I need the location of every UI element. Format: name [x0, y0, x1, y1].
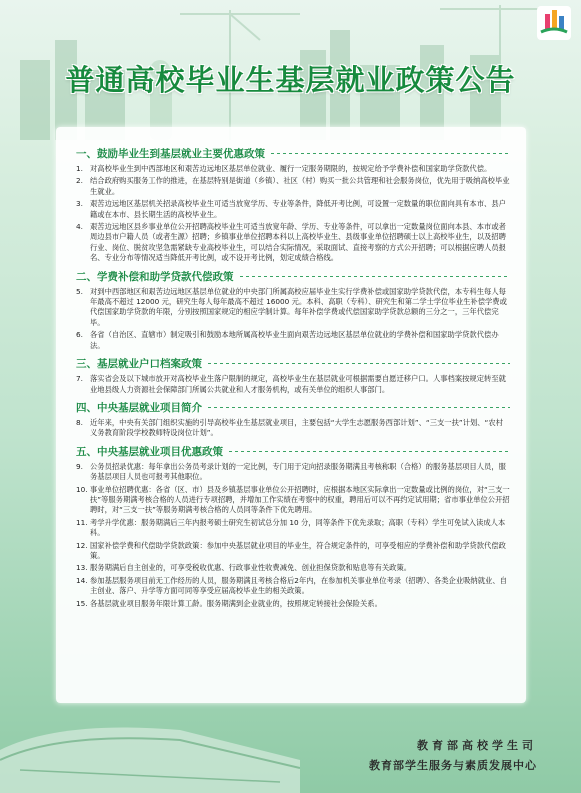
item-number: 14.	[76, 575, 88, 585]
item-number: 15.	[76, 598, 88, 608]
heading-divider	[208, 363, 510, 364]
item-text: 近年来，中央有关部门组织实施的引导高校毕业生基层就业项目，主要包括“大学生志愿服务西部计划”、“三支一扶”计划、“农村义务教育阶段学校教师特设岗位计划”。	[90, 417, 503, 438]
section-heading-text: 四、中央基层就业项目简介	[76, 401, 202, 414]
list-item	[76, 576, 510, 597]
section-heading	[76, 400, 510, 415]
section-heading	[76, 356, 510, 371]
page-title: 普通高校毕业生基层就业政策公告	[65, 63, 516, 97]
list-item	[76, 462, 510, 483]
item-number: 3.	[76, 199, 83, 209]
policy-content	[76, 146, 510, 614]
list-item	[76, 164, 510, 174]
issuer-line-1: 教育部高校学生司	[417, 739, 537, 752]
heading-divider	[229, 451, 510, 452]
item-text: 对高校毕业生到中西部地区和艰苦边远地区基层单位就业、履行一定服务期限的，按规定给予学费补偿和国家助学贷款代偿。	[90, 164, 492, 173]
item-text: 各省（自治区、直辖市）制定吸引和鼓励本地所属高校毕业生面向艰苦边远地区基层单位就业的学费补偿和国家助学贷款代偿办法。	[90, 330, 499, 350]
list-item	[76, 287, 510, 329]
list-item	[76, 485, 510, 516]
item-number: 11.	[76, 517, 88, 527]
issuer-footer	[369, 737, 537, 773]
section-heading	[76, 269, 510, 284]
item-text: 服务期满后自主创业的，可享受税收优惠、行政事业性收费减免、创业担保贷款和贴息等有关政策。	[90, 563, 412, 573]
item-text: 事业单位招聘优惠：各省（区、市）县及乡镇基层事业单位公开招聘时，应根据本地区实际拿出一定数量或比例的岗位，对“三支一扶”等服务期满考核合格的人员进行专项招聘，并增加工作实绩在考察中的权重，聘用后可以不再约定试用期；省市事业单位公开招聘时，对“三支一扶”等服务期满考核合格的人员同等条件下优先聘用。	[90, 484, 510, 515]
section-heading-text: 一、鼓励毕业生到基层就业主要优惠政策	[76, 148, 265, 160]
list-item	[76, 541, 510, 562]
item-text: 各基层就业项目服务年限计算工龄。服务期满到企业就业的，按照规定转接社会保险关系。	[90, 598, 382, 608]
item-number: 4.	[76, 222, 83, 232]
item-number: 2.	[76, 176, 83, 186]
list-item	[76, 418, 510, 439]
item-number: 6.	[76, 330, 83, 340]
list-item	[76, 330, 510, 351]
list-item	[76, 563, 510, 573]
train-illustration	[0, 690, 300, 793]
item-text: 对到中西部地区和艰苦边远地区基层单位就业的中央部门所属高校应届毕业生实行学费补偿或国家助学贷款代偿，本专科生每人每年最高不超过 12000 元，研究生每人每年最高不超过 16000 元。本科、高职（专科）、研究生和第二学士学位毕业生补偿学费或代偿国家助学贷款的年限，分别按照国家规定的相应学制计算。每年补偿学费或代偿国家助学贷款总额的三分之一，三年代偿完毕。	[90, 286, 507, 327]
item-number: 7.	[76, 374, 83, 384]
item-text: 结合政府购买服务工作的推进，在基层特别是街道（乡镇）、社区（村）购买一批公共管理和社会服务岗位，优先用于吸纳高校毕业生就业。	[90, 176, 510, 196]
item-text: 参加基层服务项目前无工作经历的人员，服务期满且考核合格后2年内，在参加机关事业单位考录（招聘）、各类企业吸纳就业、自主创业、落户、升学等方面可同等享受应届高校毕业生的相关政策。	[90, 575, 507, 596]
item-text: 考学升学优惠：服务期满后三年内报考硕士研究生初试总分加 10 分，同等条件下优先录取；高职（专科）学生可免试入读成人本科。	[90, 517, 506, 538]
heading-divider	[271, 153, 510, 154]
building-logo-icon	[537, 6, 571, 40]
list-item	[76, 374, 510, 395]
item-text: 公务员招录优惠：每年拿出公务员考录计划的一定比例，专门用于定向招录服务期满且考核称职（合格）的服务基层项目人员，服务基层项目人员也可报考其他职位。	[90, 461, 506, 482]
list-item	[76, 222, 510, 264]
item-text: 国家补偿学费和代偿助学贷款政策：参加中央基层就业项目的毕业生，符合规定条件的，可享受相应的学费补偿和助学贷款代偿政策。	[90, 540, 506, 560]
item-number: 9.	[76, 461, 83, 471]
heading-divider	[240, 276, 511, 277]
list-item	[76, 599, 510, 609]
section-4	[76, 400, 510, 439]
item-number: 1.	[76, 164, 83, 173]
item-number: 13.	[76, 563, 88, 573]
section-heading-text: 三、基层就业户口档案政策	[76, 358, 202, 371]
section-3	[76, 356, 510, 395]
section-1	[76, 146, 510, 264]
item-number: 8.	[76, 417, 83, 427]
item-text: 落实省会及以下城市放开对高校毕业生落户限制的规定，高校毕业生在基层就业可根据需要自愿迁移户口。人事档案按规定转至就业地县级人力资源社会保障部门所属公共就业和人才服务机构，或有关单位的组织人事部门。	[90, 374, 506, 394]
section-heading-text: 二、学费补偿和助学贷款代偿政策	[76, 270, 234, 283]
section-heading	[76, 444, 510, 459]
section-heading-text: 五、中央基层就业项目优惠政策	[76, 445, 223, 458]
item-number: 10.	[76, 484, 88, 494]
item-number: 12.	[76, 540, 88, 550]
list-item	[76, 176, 510, 197]
list-item	[76, 199, 510, 220]
issuer-line-2: 教育部学生服务与素质发展中心	[369, 759, 537, 772]
section-heading	[76, 146, 510, 161]
item-text: 艰苦边远地区县乡事业单位公开招聘高校毕业生可适当放宽年龄、学历、专业等条件，可以拿出一定数量岗位面向本县、本市或者周边县市户籍人员（或者生源）招聘；乡镇事业单位招聘本科以上高校毕业生、县级事业单位招聘硕士以上高校毕业生，以及招聘行业、岗位、脱贫攻坚急需紧缺专业高校毕业生，可以结合实际情况，采取面试、直接考察的方式公开招聘；可以根据应聘人员报名、专业分布等情况适当降低开考比例，或不设开考比例，划定成绩合格线。	[90, 222, 506, 263]
item-number: 5.	[76, 286, 83, 296]
heading-divider	[208, 407, 510, 408]
item-text: 艰苦边远地区基层机关招录高校毕业生可适当放宽学历、专业等条件，降低开考比例，可设置一定数量的职位面向具有本市、县户籍或在本市、县长期生活的高校毕业生。	[90, 199, 506, 219]
list-item	[76, 518, 510, 539]
section-5	[76, 444, 510, 609]
section-2	[76, 269, 510, 351]
